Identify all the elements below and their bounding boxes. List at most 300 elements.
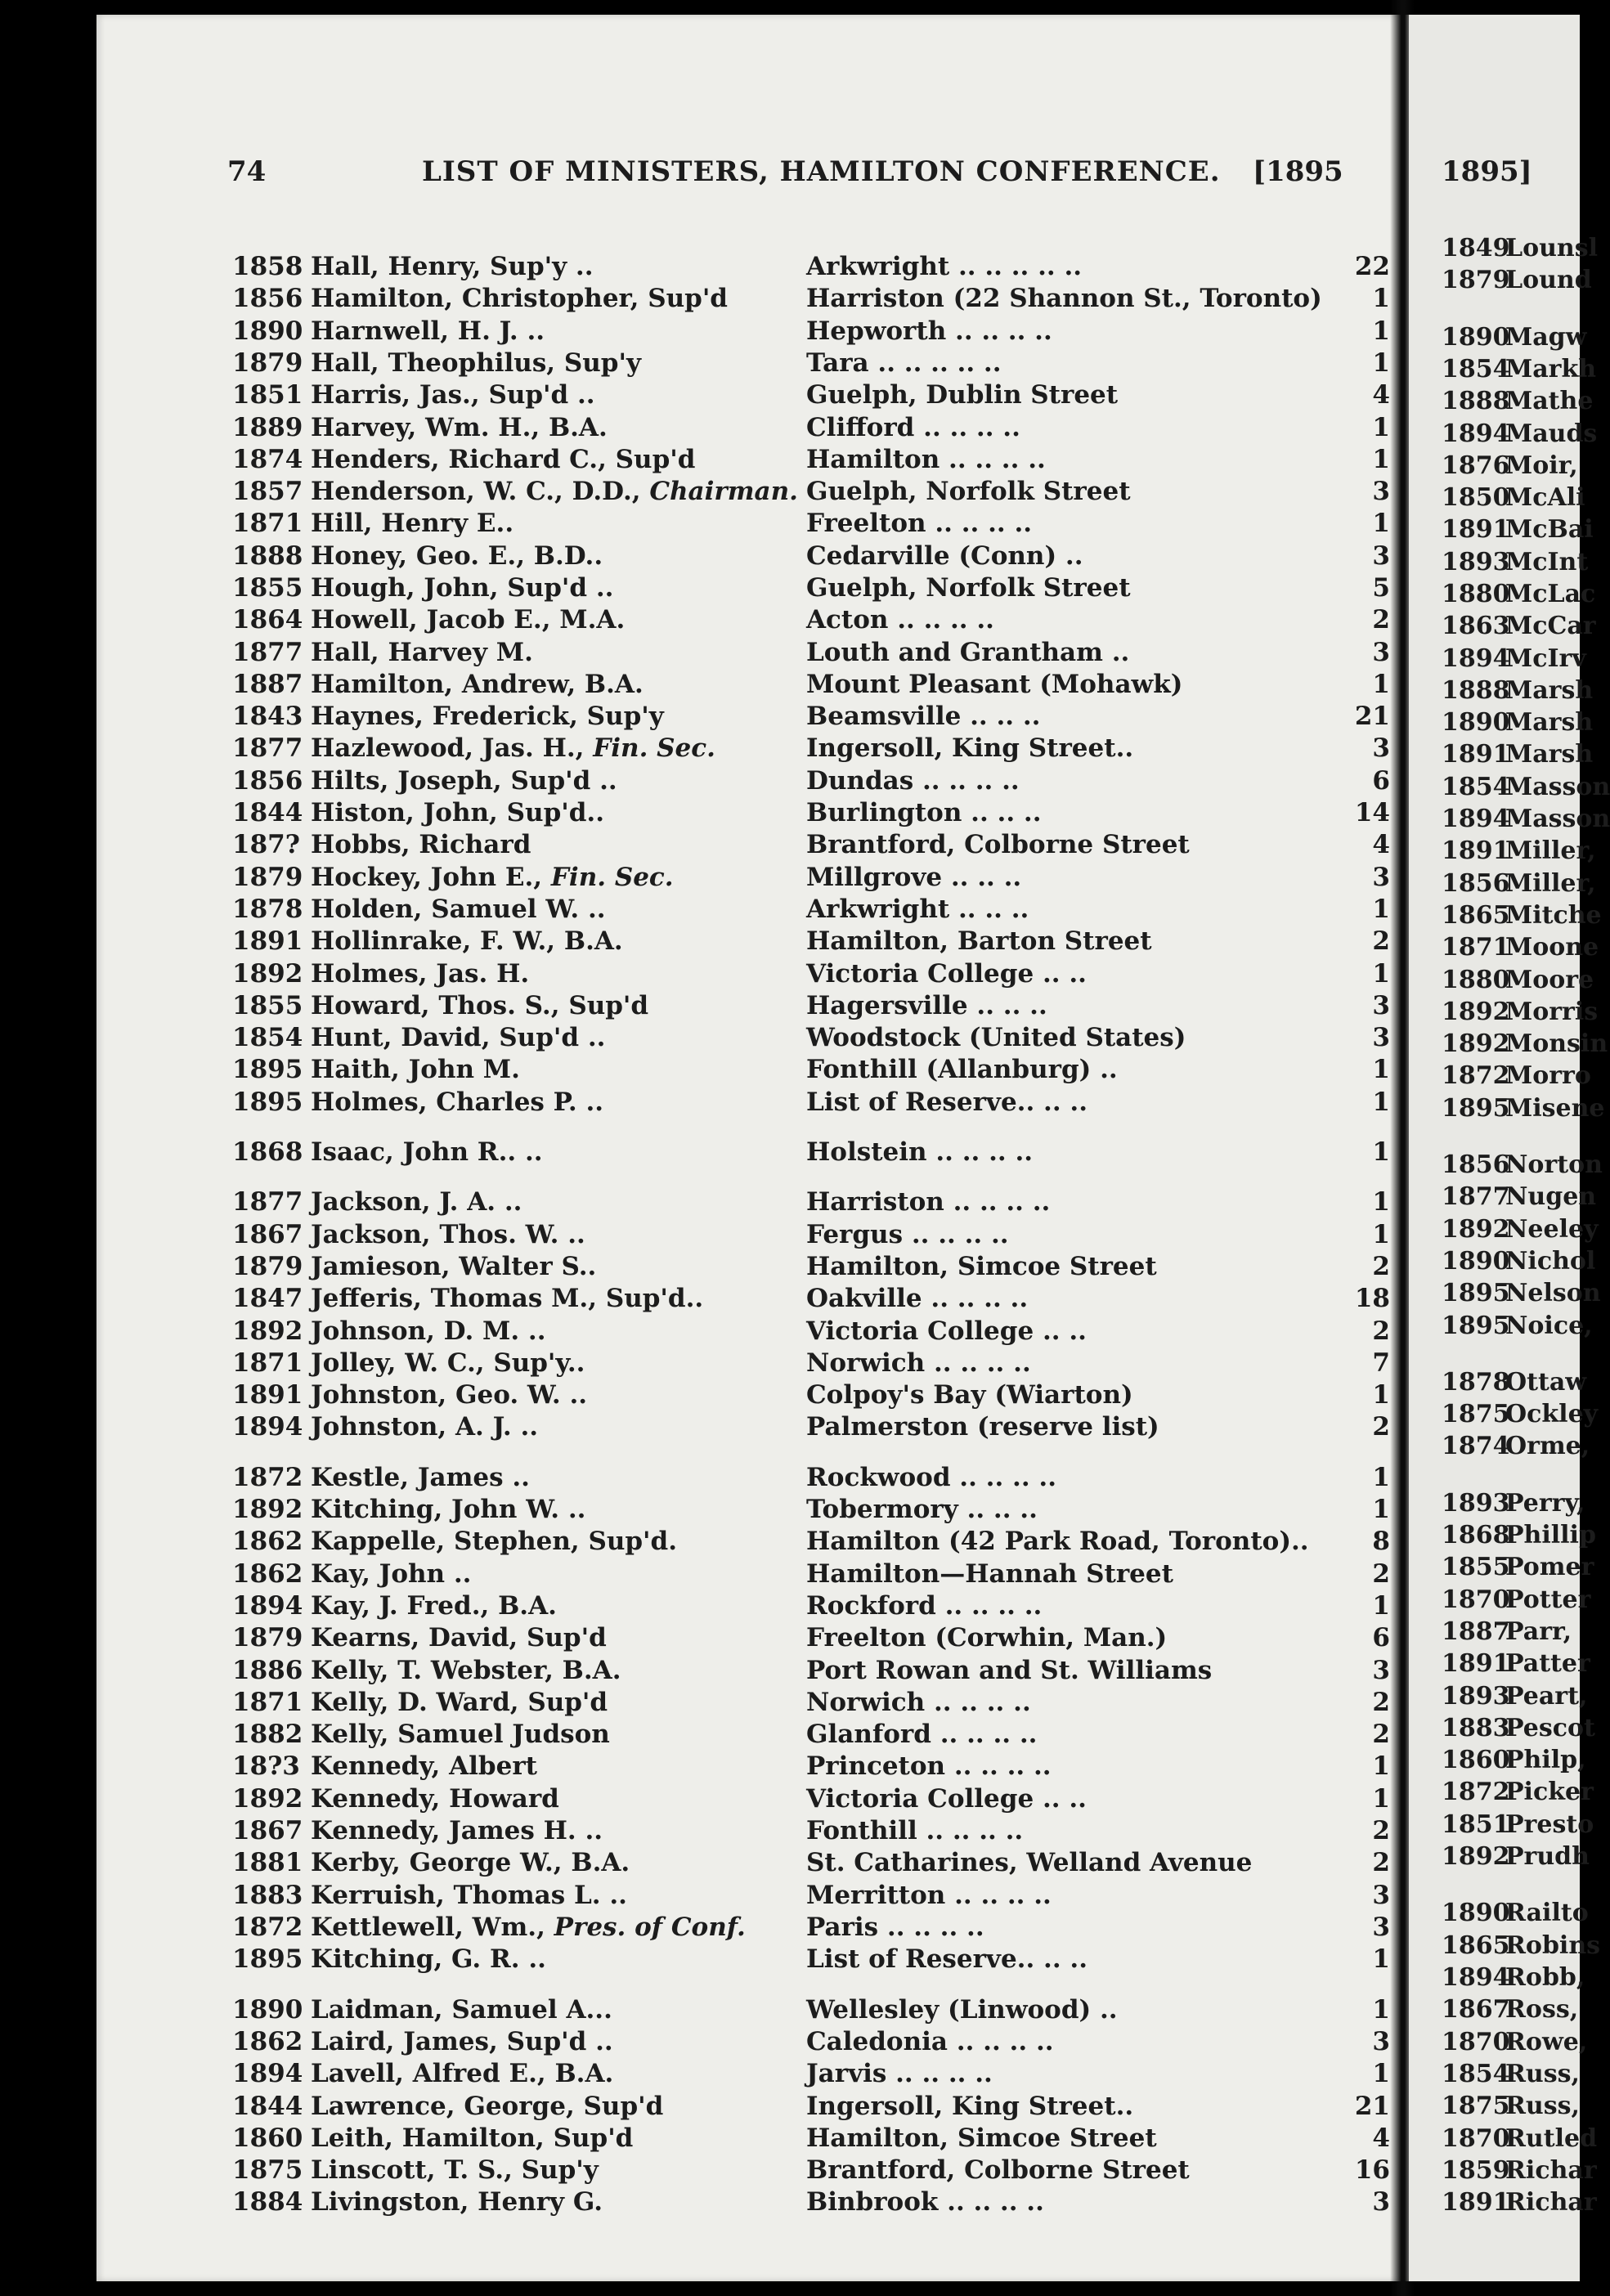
entry-station: Fonthill (Allanburg) .. [806, 1055, 1118, 1084]
entry-year: 1872 [232, 1913, 303, 1942]
entry-name-text: Kitching, John W. .. [311, 1495, 586, 1524]
entry-year: 1883 [232, 1881, 303, 1910]
right-entry-name: McInt [1505, 548, 1589, 576]
right-entry-name: Phillip [1505, 1521, 1596, 1549]
right-entry-year: 1859 [1442, 2156, 1510, 2185]
entry-station: Holstein .. .. .. .. [806, 1137, 1034, 1167]
entry-name [311, 1559, 867, 1589]
entry-name [311, 1913, 867, 1942]
right-entry-name: Rutled [1505, 2124, 1598, 2153]
entry-station: Hamilton, Simcoe Street [806, 1252, 1157, 1281]
entry-office: Chairman. [649, 477, 798, 506]
right-entry-year: 1865 [1442, 1931, 1510, 1960]
right-entry-year: 1893 [1442, 548, 1510, 576]
entry-name [311, 380, 867, 410]
entry-station: Caledonia .. .. .. .. [806, 2027, 1054, 2056]
entry-name [311, 2027, 867, 2056]
entry-name [311, 477, 867, 506]
entry-years-count: 3 [1372, 991, 1390, 1020]
entry-year: 1860 [232, 2123, 303, 2153]
entry-name [311, 1087, 867, 1117]
right-entry-name: McIrv [1505, 644, 1586, 673]
entry-year: 1890 [232, 316, 303, 346]
entry-name [311, 2187, 867, 2217]
entry-year: 1887 [232, 670, 303, 699]
entry-name [311, 959, 867, 989]
entry-station: Victoria College .. .. [806, 1316, 1087, 1346]
entry-name-text: Johnson, D. M. .. [311, 1316, 546, 1346]
right-entry-year: 1854 [1442, 355, 1510, 383]
right-entry-name: Prudh [1505, 1842, 1590, 1871]
right-entry-year: 1860 [1442, 1746, 1510, 1774]
right-entry-year: 1880 [1442, 580, 1510, 608]
right-entry-year: 1892 [1442, 1029, 1510, 1058]
entry-years-count: 1 [1372, 284, 1390, 313]
right-entry-year: 1876 [1442, 451, 1510, 480]
entry-office: Fin. Sec. [550, 863, 674, 892]
right-entry-year: 1888 [1442, 387, 1510, 415]
right-entry-year: 1891 [1442, 1649, 1510, 1678]
right-entry-year: 1856 [1442, 1150, 1510, 1179]
right-entry-year: 1890 [1442, 323, 1510, 352]
entry-name-text: Holmes, Charles P. .. [311, 1087, 604, 1117]
entry-name-text: Harnwell, H. J. .. [311, 316, 545, 346]
right-entry-name: Russ, [1505, 2092, 1580, 2120]
entry-name-text: Henders, Richard C., Sup'd [311, 445, 696, 474]
entry-year: 1857 [232, 477, 303, 506]
right-entry-year: 1883 [1442, 1714, 1510, 1742]
right-entry-year: 1891 [1442, 740, 1510, 769]
entry-station: Freelton .. .. .. .. [806, 509, 1033, 538]
entry-years-count: 22 [1354, 252, 1390, 281]
entry-year: 1862 [232, 2027, 303, 2056]
entry-name [311, 1623, 867, 1652]
entry-year: 1878 [232, 895, 303, 924]
right-entry-year: 1893 [1442, 1682, 1510, 1711]
entry-years-count: 1 [1372, 509, 1390, 538]
entry-station: Hepworth .. .. .. .. [806, 316, 1052, 346]
entry-years-count: 7 [1372, 1348, 1390, 1378]
right-entry-year: 1870 [1442, 2028, 1510, 2056]
entry-name [311, 1881, 867, 1910]
entry-station: Princeton .. .. .. .. [806, 1751, 1052, 1781]
right-entry-name: Miller, [1505, 836, 1596, 865]
entry-year: 1890 [232, 1995, 303, 2025]
entry-name-text: Laird, James, Sup'd .. [311, 2027, 613, 2056]
entry-station: Acton .. .. .. .. [806, 605, 994, 635]
entry-station: Victoria College .. .. [806, 959, 1087, 989]
entry-name [311, 1187, 867, 1217]
right-entry-name: Mathe [1505, 387, 1594, 415]
entry-name-text: Hamilton, Christopher, Sup'd [311, 284, 728, 313]
entry-name [311, 284, 867, 313]
right-entry-name: Magw [1505, 323, 1587, 352]
entry-name [311, 1816, 867, 1845]
entry-name-text: Honey, Geo. E., B.D.. [311, 541, 603, 571]
entry-years-count: 4 [1372, 380, 1390, 410]
entry-year: 1856 [232, 284, 303, 313]
entry-name [311, 605, 867, 635]
entry-years-count: 3 [1372, 733, 1390, 763]
entry-year: 1877 [232, 638, 303, 667]
entry-name-text: Hall, Henry, Sup'y .. [311, 252, 594, 281]
entry-station: Brantford, Colborne Street [806, 2155, 1190, 2185]
entry-name [311, 2059, 867, 2088]
entry-name [311, 1252, 867, 1281]
right-entry-name: Markh [1505, 355, 1597, 383]
right-entry-year: 1877 [1442, 1182, 1510, 1211]
entry-year: 1844 [232, 798, 303, 827]
entry-name [311, 1495, 867, 1524]
right-entry-name: Lounsl [1505, 234, 1599, 262]
entry-name [311, 702, 867, 731]
right-entry-name: Picker [1505, 1778, 1594, 1806]
entry-name [311, 863, 867, 892]
entry-station: Louth and Grantham .. [806, 638, 1130, 667]
entry-name [311, 348, 867, 378]
right-entry-name: Mauds [1505, 419, 1598, 448]
entry-station: Hamilton, Simcoe Street [806, 2123, 1157, 2153]
entry-years-count: 1 [1372, 1944, 1390, 1974]
entry-station: Tara .. .. .. .. .. [806, 348, 1002, 378]
entry-year: 1877 [232, 733, 303, 763]
entry-name-text: Histon, John, Sup'd.. [311, 798, 604, 827]
entry-year: 1882 [232, 1720, 303, 1749]
entry-year: 1862 [232, 1559, 303, 1589]
right-entry-name: Norton [1505, 1150, 1603, 1179]
entry-station: List of Reserve.. .. .. [806, 1944, 1088, 1974]
right-entry-year: 1854 [1442, 773, 1510, 801]
entry-year: 1844 [232, 2092, 303, 2121]
entry-station: Wellesley (Linwood) .. [806, 1995, 1118, 2025]
entry-station: Paris .. .. .. .. [806, 1913, 984, 1942]
right-entry-year: 1892 [1442, 1215, 1510, 1244]
entry-station: List of Reserve.. .. .. [806, 1087, 1088, 1117]
right-entry-year: 1894 [1442, 1963, 1510, 1992]
right-entry-year: 1894 [1442, 805, 1510, 833]
entry-years-count: 3 [1372, 541, 1390, 571]
entry-year: 1892 [232, 1784, 303, 1814]
entry-name [311, 1412, 867, 1442]
right-entry-year: 1867 [1442, 1995, 1510, 2024]
entry-years-count: 3 [1372, 477, 1390, 506]
entry-name [311, 926, 867, 956]
entry-name [311, 509, 867, 538]
entry-station: Hamilton, Barton Street [806, 926, 1152, 956]
right-entry-name: Moore [1505, 966, 1594, 994]
entry-year: 1895 [232, 1944, 303, 1974]
entry-station: Hagersville .. .. .. [806, 991, 1047, 1020]
entry-name-text: Lavell, Alfred E., B.A. [311, 2059, 614, 2088]
entry-year: 1851 [232, 380, 303, 410]
entry-years-count: 1 [1372, 1087, 1390, 1117]
right-entry-name: Nichol [1505, 1247, 1596, 1276]
right-entry-year: 1871 [1442, 933, 1510, 962]
entry-name [311, 1463, 867, 1492]
entry-years-count: 14 [1354, 798, 1390, 827]
entry-year: 1864 [232, 605, 303, 635]
right-entry-name: Masson [1505, 805, 1610, 833]
entry-name-text: Harvey, Wm. H., B.A. [311, 413, 608, 442]
right-entry-name: Ottaw [1505, 1368, 1587, 1397]
entry-year: 1894 [232, 1412, 303, 1442]
entry-name [311, 1848, 867, 1877]
right-entry-year: 1870 [1442, 2124, 1510, 2153]
entry-year: 1858 [232, 252, 303, 281]
entry-station: Ingersoll, King Street.. [806, 733, 1134, 763]
entry-name-text: Kelly, D. Ward, Sup'd [311, 1688, 608, 1717]
entry-station: Rockford .. .. .. .. [806, 1591, 1043, 1621]
entry-name [311, 1688, 867, 1717]
entry-station: Freelton (Corwhin, Man.) [806, 1623, 1168, 1652]
entry-name [311, 1284, 867, 1313]
entry-name [311, 1055, 867, 1084]
entry-years-count: 1 [1372, 413, 1390, 442]
entry-year: 1892 [232, 1495, 303, 1524]
entry-name [311, 1348, 867, 1378]
entry-year: 1879 [232, 863, 303, 892]
entry-name-text: Kay, John .. [311, 1559, 472, 1589]
entry-station: Norwich .. .. .. .. [806, 1688, 1031, 1717]
entry-name-text: Hilts, Joseph, Sup'd .. [311, 766, 617, 796]
entry-years-count: 2 [1372, 605, 1390, 635]
entry-name [311, 830, 867, 859]
entry-name-text: Hough, John, Sup'd .. [311, 573, 614, 603]
entry-year: 1871 [232, 509, 303, 538]
entry-station: Burlington .. .. .. [806, 798, 1042, 827]
entry-name [311, 252, 867, 281]
entry-years-count: 1 [1372, 1784, 1390, 1814]
entry-station: Arkwright .. .. .. [806, 895, 1029, 924]
right-entry-year: 1872 [1442, 1061, 1510, 1090]
right-entry-year: 1890 [1442, 1247, 1510, 1276]
entry-name-text: Kitching, G. R. .. [311, 1944, 546, 1974]
entry-name-text: Jamieson, Walter S.. [311, 1252, 597, 1281]
entry-name [311, 1995, 867, 2025]
entry-year: 1871 [232, 1348, 303, 1378]
entry-years-count: 2 [1372, 1816, 1390, 1845]
entry-name [311, 316, 867, 346]
right-entry-year: 1879 [1442, 266, 1510, 294]
entry-years-count: 1 [1372, 1380, 1390, 1410]
entry-name-text: Howard, Thos. S., Sup'd [311, 991, 649, 1020]
right-entry-year: 1874 [1442, 1432, 1510, 1460]
entry-name [311, 991, 867, 1020]
entry-station: Oakville .. .. .. .. [806, 1284, 1029, 1313]
right-entry-year: 1865 [1442, 901, 1510, 930]
right-entry-year: 1856 [1442, 869, 1510, 898]
right-entry-name: Monsin [1505, 1029, 1608, 1058]
entry-station: Binbrook .. .. .. .. [806, 2187, 1044, 2217]
entry-name [311, 573, 867, 603]
entry-name [311, 1137, 867, 1167]
entry-years-count: 1 [1372, 316, 1390, 346]
entry-years-count: 1 [1372, 1591, 1390, 1621]
right-entry-name: Orme, [1505, 1432, 1590, 1460]
entry-station: Clifford .. .. .. .. [806, 413, 1020, 442]
entry-name [311, 1751, 867, 1781]
entry-year: 18?3 [232, 1751, 300, 1781]
right-entry-name: McCar [1505, 612, 1596, 640]
right-entry-name: Russ, [1505, 2060, 1580, 2088]
entry-years-count: 8 [1372, 1527, 1390, 1556]
right-entry-year: 1868 [1442, 1521, 1510, 1549]
entry-years-count: 2 [1372, 926, 1390, 956]
entry-station: Jarvis .. .. .. .. [806, 2059, 993, 2088]
entry-year: 1892 [232, 1316, 303, 1346]
right-entry-name: Perry, [1505, 1489, 1585, 1518]
right-entry-name: Morro [1505, 1061, 1591, 1090]
entry-years-count: 21 [1354, 2092, 1390, 2121]
entry-year: 1854 [232, 1023, 303, 1052]
entry-years-count: 2 [1372, 1316, 1390, 1346]
entry-station: Glanford .. .. .. .. [806, 1720, 1038, 1749]
right-entry-name: Mitche [1505, 901, 1602, 930]
entry-name [311, 413, 867, 442]
entry-name-text: Laidman, Samuel A... [311, 1995, 612, 2025]
entry-year: 1871 [232, 1688, 303, 1717]
entry-station: Woodstock (United States) [806, 1023, 1186, 1052]
entry-name [311, 733, 867, 763]
entry-name [311, 1591, 867, 1621]
entry-station: Guelph, Dublin Street [806, 380, 1119, 410]
right-entry-name: McBai [1505, 515, 1594, 544]
right-entry-year: 1895 [1442, 1312, 1510, 1340]
right-entry-name: Marsh [1505, 708, 1594, 737]
entry-year: 1879 [232, 348, 303, 378]
entry-year: 187? [232, 830, 300, 859]
entry-year: 1862 [232, 1527, 303, 1556]
right-entry-year: 1875 [1442, 2092, 1510, 2120]
entry-years-count: 1 [1372, 445, 1390, 474]
right-entry-year: 1849 [1442, 234, 1510, 262]
entry-name-text: Kennedy, Howard [311, 1784, 559, 1814]
entry-years-count: 1 [1372, 2059, 1390, 2088]
entry-name-text: Linscott, T. S., Sup'y [311, 2155, 599, 2185]
entry-station: Harriston .. .. .. .. [806, 1187, 1051, 1217]
right-entry-name: Robins [1505, 1931, 1601, 1960]
entry-name-text: Johnston, A. J. .. [311, 1412, 539, 1442]
entry-name [311, 445, 867, 474]
entry-station: Arkwright .. .. .. .. .. [806, 252, 1083, 281]
right-entry-year: 1850 [1442, 483, 1510, 512]
entry-years-count: 1 [1372, 348, 1390, 378]
entry-year: 1847 [232, 1284, 303, 1313]
entry-name-text: Isaac, John R.. .. [311, 1137, 543, 1167]
entry-name [311, 1380, 867, 1410]
entry-years-count: 2 [1372, 1252, 1390, 1281]
right-entry-year: 1895 [1442, 1094, 1510, 1123]
entry-name-text: Livingston, Henry G. [311, 2187, 603, 2217]
entry-years-count: 1 [1372, 1995, 1390, 2025]
entry-years-count: 3 [1372, 863, 1390, 892]
entry-name [311, 670, 867, 699]
entry-name [311, 1023, 867, 1052]
right-entry-name: Philp, [1505, 1746, 1586, 1774]
entry-office: Pres. of Conf. [554, 1913, 746, 1942]
right-entry-name: Ross, [1505, 1995, 1579, 2024]
entry-name-text: Hobbs, Richard [311, 830, 531, 859]
entry-station: St. Catharines, Welland Avenue [806, 1848, 1253, 1877]
entry-year: 1888 [232, 541, 303, 571]
entry-years-count: 1 [1372, 1137, 1390, 1167]
entry-name-text: Kennedy, James H. .. [311, 1816, 603, 1845]
entry-years-count: 3 [1372, 1656, 1390, 1685]
right-entry-year: 1893 [1442, 1489, 1510, 1518]
entry-years-count: 3 [1372, 1881, 1390, 1910]
entry-name [311, 541, 867, 571]
right-entry-year: 1892 [1442, 998, 1510, 1026]
entry-station: Colpoy's Bay (Wiarton) [806, 1380, 1133, 1410]
entry-years-count: 2 [1372, 1559, 1390, 1589]
entry-years-count: 2 [1372, 1412, 1390, 1442]
left-page [96, 15, 1409, 2281]
right-entry-year: 1891 [1442, 515, 1510, 544]
entry-years-count: 3 [1372, 1913, 1390, 1942]
entry-name [311, 1527, 867, 1556]
entry-name-text: Lawrence, George, Sup'd [311, 2092, 664, 2121]
entry-year: 1856 [232, 766, 303, 796]
right-entry-year: 1854 [1442, 2060, 1510, 2088]
entry-name-text: Hill, Henry E.. [311, 509, 514, 538]
entry-year: 1895 [232, 1055, 303, 1084]
entry-name-text: Kettlewell, Wm., [311, 1913, 554, 1942]
entry-years-count: 1 [1372, 1055, 1390, 1084]
right-entry-year: 1878 [1442, 1368, 1510, 1397]
entry-years-count: 5 [1372, 573, 1390, 603]
entry-station: Fonthill .. .. .. .. [806, 1816, 1024, 1845]
entry-year: 1843 [232, 702, 303, 731]
entry-name-text: Jolley, W. C., Sup'y.. [311, 1348, 585, 1378]
entry-office: Fin. Sec. [593, 733, 715, 763]
entry-station: Norwich .. .. .. .. [806, 1348, 1031, 1378]
entry-name-text: Hazlewood, Jas. H., [311, 733, 594, 763]
right-entry-name: Moir, [1505, 451, 1578, 480]
entry-years-count: 1 [1372, 1220, 1390, 1249]
right-entry-name: Misene [1505, 1094, 1605, 1123]
right-page [1409, 15, 1610, 2281]
right-entry-name: Patter [1505, 1649, 1590, 1678]
right-entry-name: Pescot [1505, 1714, 1595, 1742]
entry-name-text: Haynes, Frederick, Sup'y [311, 702, 664, 731]
entry-name [311, 1656, 867, 1685]
right-entry-name: Potter [1505, 1585, 1591, 1614]
right-entry-year: 1855 [1442, 1553, 1510, 1581]
entry-year: 1855 [232, 991, 303, 1020]
right-entry-name: Robb, [1505, 1963, 1585, 1992]
entry-name [311, 1316, 867, 1346]
right-entry-name: Marsh [1505, 676, 1594, 705]
entry-year: 1875 [232, 2155, 303, 2185]
right-entry-name: Nelson [1505, 1279, 1601, 1307]
entry-years-count: 18 [1354, 1284, 1390, 1313]
right-entry-name: Presto [1505, 1810, 1594, 1839]
right-entry-name: McAli [1505, 483, 1585, 512]
entry-year: 1867 [232, 1816, 303, 1845]
right-entry-year: 1890 [1442, 1899, 1510, 1927]
right-entry-name: Railto [1505, 1899, 1589, 1927]
entry-year: 1872 [232, 1463, 303, 1492]
page-number: 74 [227, 155, 267, 188]
right-entry-name: Peart, [1505, 1682, 1588, 1711]
entry-station: Cedarville (Conn) .. [806, 541, 1083, 571]
entry-name-text: Hall, Theophilus, Sup'y [311, 348, 641, 378]
right-entry-name: Morris [1505, 998, 1599, 1026]
right-entry-name: Moone [1505, 933, 1599, 962]
right-entry-year: 1894 [1442, 419, 1510, 448]
right-entry-name: Neeley [1505, 1215, 1599, 1244]
entry-name [311, 1220, 867, 1249]
